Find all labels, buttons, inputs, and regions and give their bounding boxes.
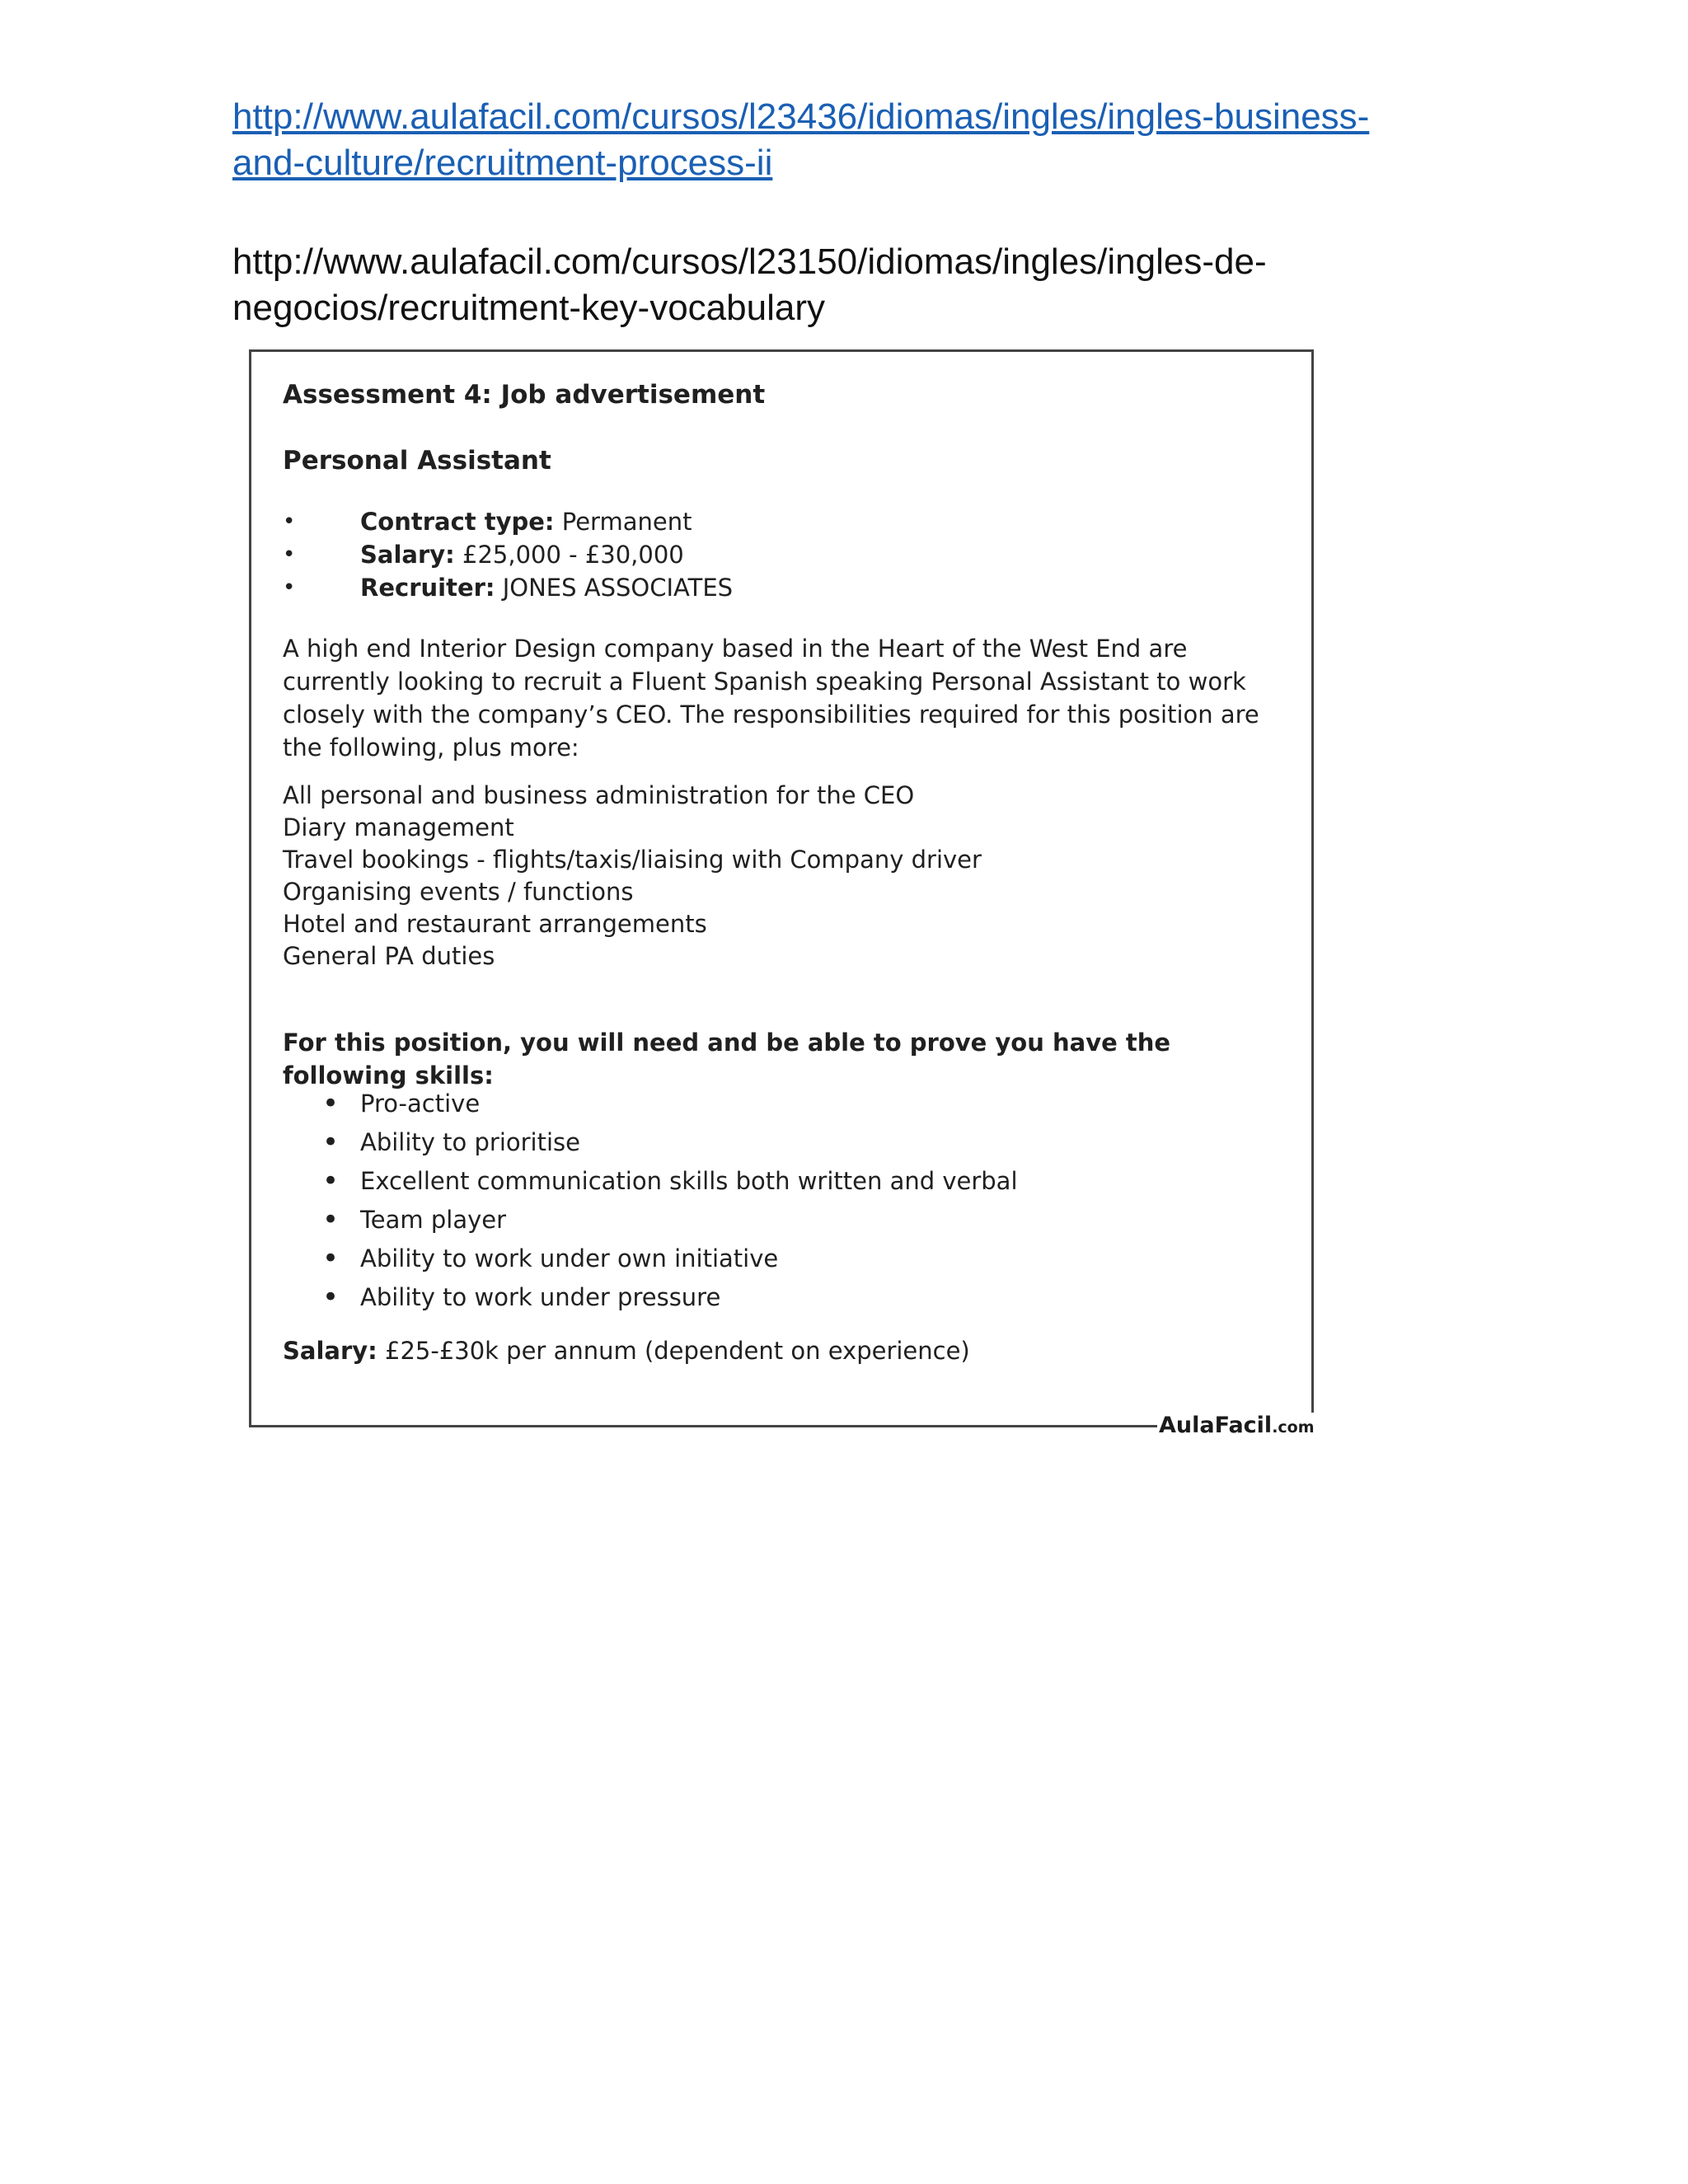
advert-meta-list: [283, 505, 1025, 604]
meta-value: JONES ASSOCIATES: [495, 574, 734, 602]
meta-item: [283, 571, 1025, 604]
aulafacil-watermark-logo: [1157, 1413, 1316, 1441]
meta-label: Recruiter:: [360, 574, 495, 602]
links-block: [232, 94, 1428, 331]
advert-intro: A high end Interior Design company based in the Heart of the West End are currently looking to recruit a Fluent Spanish speaking Personal Assistant to work closely with the company’s CEO. The responsibilities required for this position are the following, plus more:: [283, 635, 1259, 762]
skill-item: • Team player: [283, 1203, 1189, 1242]
meta-value: Permanent: [554, 508, 692, 536]
link-recruitment-process[interactable]: http://www.aulafacil.com/cursos/l23436/idiomas/ingles/ingles-business-and-culture/recruitment-process-ii: [232, 96, 1370, 183]
responsibility-item: Hotel and restaurant arrangements: [283, 910, 707, 938]
skill-item: • Ability to prioritise: [283, 1126, 1189, 1165]
salary-value: £25-£30k per annum (dependent on experience): [377, 1337, 970, 1365]
responsibility-item: Travel bookings - flights/taxis/liaising with Company driver: [283, 846, 982, 874]
text-recruitment-vocabulary-url: http://www.aulafacil.com/cursos/l23150/idiomas/ingles/ingles-de-negocios/recruitment-key-vocabulary: [232, 241, 1267, 328]
watermark-brand: AulaFacil: [1159, 1413, 1273, 1438]
meta-item: [283, 538, 1025, 571]
meta-label: Contract type:: [360, 508, 555, 536]
skill-item: • Excellent communication skills both written and verbal: [283, 1165, 1189, 1203]
watermark-suffix: .com: [1272, 1418, 1315, 1436]
responsibilities-list: [283, 779, 982, 972]
responsibility-item: Diary management: [283, 813, 514, 841]
meta-value: £25,000 - £30,000: [454, 541, 684, 569]
skill-item: • Ability to work under pressure: [283, 1281, 1189, 1319]
skill-item: • Pro-active: [283, 1087, 1189, 1126]
meta-label: Salary:: [360, 541, 455, 569]
job-advert-image: [249, 349, 1314, 1427]
meta-item: [283, 505, 1025, 538]
responsibility-item: Organising events / functions: [283, 878, 634, 906]
salary-label: Salary:: [283, 1337, 377, 1365]
skills-list: [283, 1087, 1189, 1319]
advert-title: Assessment 4: Job advertisement: [283, 380, 766, 410]
responsibility-item: General PA duties: [283, 942, 495, 970]
skills-heading: For this position, you will need and be able to prove you have the following skills:: [283, 1029, 1171, 1090]
responsibility-item: All personal and business administration for the CEO: [283, 781, 915, 809]
skill-item: • Ability to work under own initiative: [283, 1242, 1189, 1281]
advert-subtitle: Personal Assistant: [283, 446, 551, 476]
advert-salary: [283, 1334, 970, 1367]
